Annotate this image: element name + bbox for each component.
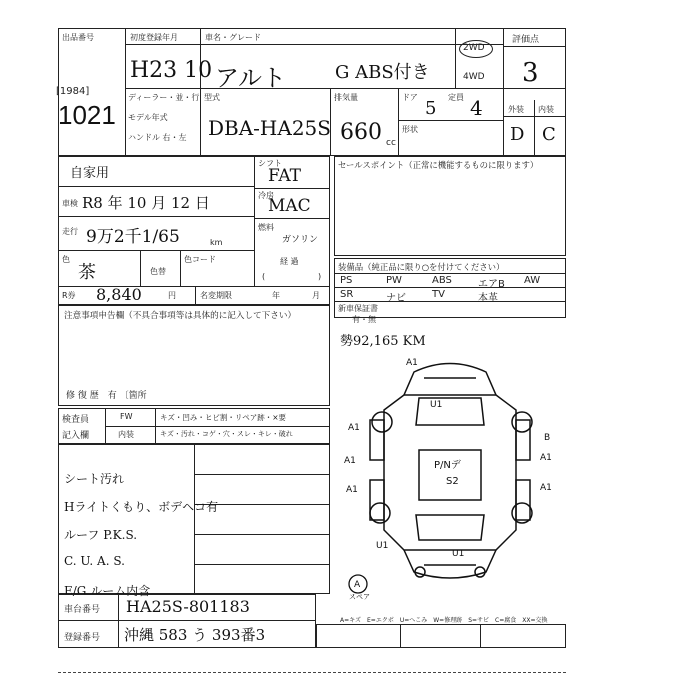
score-label: 評価点 [512,35,540,45]
displacement-value: 660 [340,120,382,145]
exterior-value: D [510,124,525,145]
drive-2wd: 2WD [463,43,485,53]
handwritten-note: C. U. A. S. [64,554,125,568]
record-label: 記入欄 [62,431,90,441]
model-label: 型式 [204,93,220,102]
model-year-label: モデル年式 [128,113,168,122]
hours-label: 経 過 [280,257,299,266]
damage-mark-a1-left-front: A1 [348,423,360,433]
shift-value: FAT [268,166,302,186]
equipment-item: ナビ [386,293,406,304]
color-label: 色 [62,255,70,264]
sales-points-frame [334,156,566,256]
inspect-label: 車検 [62,199,78,208]
equipment-item: AW [524,275,541,286]
doors-label: ドア [402,93,418,102]
equipment-item: エアB [478,279,505,290]
fw-desc: キズ・凹み・ヒビ割・リペア跡・×要 [160,413,286,422]
damage-mark-a1-right-rear: A1 [540,483,552,493]
equipment-item: ABS [432,275,452,286]
equipment-item: TV [432,289,445,300]
name-change-label: 名変期限 [200,291,232,300]
legend-text: A=キズ E=エクボ U=へこみ W=修理跡 S=サビ C=腐食 XX=交換 [340,617,548,624]
drive-4wd: 4WD [463,72,485,82]
measure-box [316,624,566,648]
shape-label: 形状 [402,125,418,134]
handwritten-note: Hライトくもり、ボデヘコ有 [64,500,219,514]
handwritten-note: E/G ルーム内含 [64,584,151,598]
inspector-interior-label: 内装 [118,430,134,439]
damage-mark-a1-right-mid: A1 [540,453,552,463]
equipment-item: PW [386,275,402,286]
interior-label: 内装 [538,105,554,114]
fw-label: FW [120,412,133,421]
equipment-item: SR [340,289,354,300]
first-reg-label: 初度登録年月 [130,33,178,42]
newcar-value: 有・無 [352,315,376,324]
handle-label: ハンドル 右・左 [128,133,187,142]
odometer-note: 勢92,165 KM [340,334,426,349]
fuel-label: 燃料 [258,223,274,232]
exterior-label: 外装 [508,105,524,114]
interior-desc: キズ・汚れ・コゲ・穴・スレ・キレ・破れ [160,430,293,438]
damage-mark-a1-left-mid: A1 [344,456,356,466]
handwritten-note: ルーフ P.K.S. [64,528,138,542]
chassis-label: 車台番号 [64,605,101,615]
newcar-label: 新車保証書 [338,304,378,313]
fuel-value: ガソリン [282,235,319,245]
lot-number: 1021 [58,100,116,130]
carname-value: アルト [215,64,287,92]
spare-mark: A [354,580,361,590]
damage-mark-b-right: B [544,433,551,443]
chassis-value: HA25S-801183 [126,597,250,616]
car-diagram [334,350,566,600]
handwritten-note: シート汚れ [64,472,125,486]
model-value: DBA-HA25S [208,116,331,140]
reg-label: 登録番号 [64,633,101,643]
sales-points-title: セールスポイント（正常に機能するものに限ります） [338,160,539,170]
capacity-value: 4 [470,96,483,120]
damage-mark-a1-top: A1 [406,358,418,368]
doors-value: 5 [425,98,437,119]
center-text: P/Nデ [434,460,461,471]
displacement-unit: cc [386,138,396,148]
damage-mark-a1-left-rear: A1 [346,485,358,495]
carname-label: 車名・グレード [205,33,261,42]
damage-mark-u1-bottom: U1 [452,549,465,559]
usage-value: 自家用 [70,166,110,181]
equipment-item: PS [340,275,353,286]
spare-label: スペア [349,593,370,600]
mileage-label: 走行 [62,227,78,236]
notes-title: 注意事項申告欄（不具合事項等は具体的に記入して下さい） [64,311,297,321]
year-stamp: [1984] [56,86,90,97]
reg-value: 沖縄 583 う 393番3 [124,626,266,644]
shift-label: シフト [258,159,282,168]
aircon-value: MAC [268,196,311,216]
aircon-label: 冷房 [258,191,274,200]
inspection-no-label: 出品番号 [62,33,94,42]
color-no-label: 色替 [150,267,166,276]
name-change-unit2: 月 [312,291,320,300]
recycle-unit: 円 [168,291,176,300]
grade-value: G ABS付き [335,62,430,83]
capacity-label: 定員 [448,93,464,102]
recycle-label: R券 [62,291,76,300]
interior-value: C [542,124,556,145]
recycle-value: 8,840 [96,285,142,304]
damage-mark-u1-left: U1 [376,541,389,551]
damage-mark-u1-roof: U1 [430,400,443,410]
mileage-value: 9万2千1/65 [86,227,180,247]
inspect-value: R8 年 10 月 12 日 [82,194,210,212]
repair-label: 修 復 歴 有 〔箇所 [66,391,147,401]
equipment-item: 本革 [478,293,498,304]
color-value: 茶 [78,262,96,283]
first-reg-value: H23 10 [130,58,213,83]
color-code-label: 色コード [184,255,216,264]
center-sub: S2 [446,476,459,487]
equipment-title: 装備品（純正品に限り○を付けてください） [338,262,505,272]
inspector-label: 検査員 [62,415,90,425]
mileage-unit: km [210,238,223,247]
damage-marks [344,358,552,559]
score-value: 3 [522,58,539,88]
dealer-label: ディーラー・並・行 [128,93,200,102]
displacement-label: 排気量 [334,93,358,102]
name-change-unit: 年 [272,291,280,300]
